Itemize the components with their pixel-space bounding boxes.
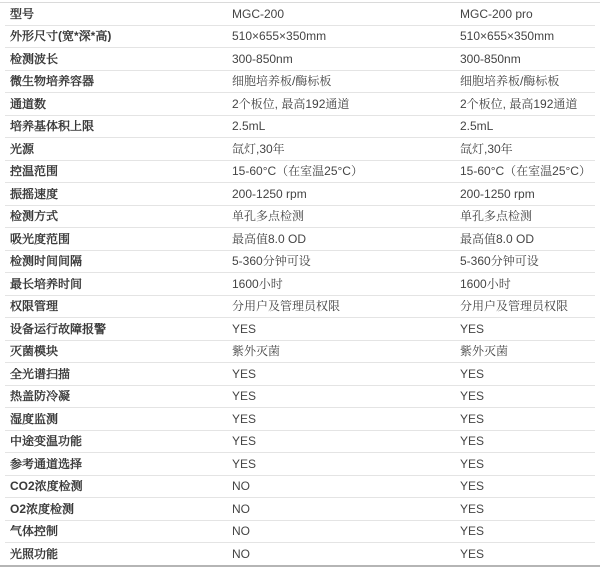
mgc200-value: YES	[232, 390, 257, 403]
spec-label: 设备运行故障报警	[10, 322, 107, 335]
mgc200-value: NO	[232, 547, 250, 560]
mgc200pro-value: 200-1250 rpm	[460, 187, 535, 200]
table-row	[5, 363, 595, 386]
spec-label: 最长培养时间	[10, 277, 83, 290]
spec-label: 全光谱扫描	[10, 367, 71, 380]
mgc200pro-value: YES	[460, 367, 485, 380]
mgc200-value: YES	[232, 367, 257, 380]
mgc200pro-value: 1600小时	[460, 277, 511, 290]
table-row	[5, 296, 595, 319]
table-row	[5, 543, 595, 565]
spec-label: 培养基体积上限	[10, 120, 95, 133]
spec-comparison-table	[0, 2, 600, 567]
mgc200pro-value: 细胞培养板/酶标板	[460, 75, 560, 88]
spec-label: 灭菌模块	[10, 345, 59, 358]
table-row	[5, 476, 595, 499]
mgc200pro-value: 300-850nm	[460, 52, 521, 65]
mgc200pro-value: MGC-200 pro	[460, 7, 533, 20]
spec-label: 振摇速度	[10, 187, 59, 200]
spec-label: 气体控制	[10, 525, 59, 538]
mgc200-value: 分用户及管理员权限	[232, 300, 341, 313]
mgc200-value: 氙灯,30年	[232, 142, 285, 155]
mgc200-value: 细胞培养板/酶标板	[232, 75, 332, 88]
table-row	[5, 93, 595, 116]
table-row	[5, 453, 595, 476]
spec-label: CO2浓度检测	[10, 480, 83, 493]
mgc200-value: NO	[232, 502, 250, 515]
spec-label: 控温范围	[10, 165, 59, 178]
mgc200pro-value: 单孔多点检测	[460, 210, 533, 223]
spec-label: 光源	[10, 142, 35, 155]
mgc200-value: NO	[232, 480, 250, 493]
table-row	[5, 71, 595, 94]
mgc200pro-value: 分用户及管理员权限	[460, 300, 569, 313]
table-row	[5, 431, 595, 454]
mgc200pro-value: 2.5mL	[460, 120, 494, 133]
mgc200-value: 300-850nm	[232, 52, 293, 65]
mgc200pro-value: YES	[460, 525, 485, 538]
table-row	[5, 251, 595, 274]
mgc200-value: 15-60°C（在室温25°C）	[232, 165, 363, 178]
spec-label: 检测波长	[10, 52, 59, 65]
mgc200-value: YES	[232, 322, 257, 335]
mgc200pro-value: 15-60°C（在室温25°C）	[460, 165, 591, 178]
mgc200pro-value: YES	[460, 457, 485, 470]
mgc200pro-value: YES	[460, 435, 485, 448]
spec-label: 外形尺寸(宽*深*高)	[10, 30, 112, 43]
spec-label: 微生物培养容器	[10, 75, 95, 88]
table-row	[5, 183, 595, 206]
mgc200pro-value: 510×655×350mm	[460, 30, 555, 43]
mgc200pro-value: 最高值8.0 OD	[460, 232, 535, 245]
table-row	[5, 228, 595, 251]
mgc200pro-value: 5-360分钟可设	[460, 255, 539, 268]
mgc200-value: MGC-200	[232, 7, 285, 20]
table-row	[5, 521, 595, 544]
spec-label: 检测方式	[10, 210, 59, 223]
mgc200-value: YES	[232, 457, 257, 470]
mgc200pro-value: 紫外灭菌	[460, 345, 509, 358]
mgc200-value: 2个板位, 最高192通道	[232, 97, 350, 110]
spec-label: 权限管理	[10, 300, 59, 313]
mgc200-value: 5-360分钟可设	[232, 255, 311, 268]
mgc200-value: 紫外灭菌	[232, 345, 281, 358]
table-row	[5, 273, 595, 296]
table-row	[5, 386, 595, 409]
table-row	[5, 161, 595, 184]
spec-label: 通道数	[10, 97, 47, 110]
mgc200pro-value: 氙灯,30年	[460, 142, 513, 155]
mgc200-value: YES	[232, 435, 257, 448]
spec-label: 参考通道选择	[10, 457, 83, 470]
spec-label: 光照功能	[10, 547, 59, 560]
mgc200pro-value: YES	[460, 322, 485, 335]
mgc200-value: 1600小时	[232, 277, 283, 290]
table-row	[5, 48, 595, 71]
table-row	[5, 498, 595, 521]
mgc200pro-value: YES	[460, 547, 485, 560]
mgc200pro-value: YES	[460, 480, 485, 493]
table-row	[5, 26, 595, 49]
spec-label: O2浓度检测	[10, 502, 75, 515]
mgc200-value: NO	[232, 525, 250, 538]
mgc200-value: 200-1250 rpm	[232, 187, 307, 200]
spec-label: 吸光度范围	[10, 232, 71, 245]
spec-label: 型号	[10, 7, 35, 20]
spec-label: 中途变温功能	[10, 435, 83, 448]
table-row	[5, 318, 595, 341]
mgc200pro-value: YES	[460, 412, 485, 425]
mgc200pro-value: 2个板位, 最高192通道	[460, 97, 578, 110]
mgc200pro-value: YES	[460, 390, 485, 403]
table-row	[5, 3, 595, 26]
table-row	[5, 408, 595, 431]
mgc200-value: 单孔多点检测	[232, 210, 305, 223]
mgc200-value: 510×655×350mm	[232, 30, 327, 43]
table-row	[5, 116, 595, 139]
spec-label: 热盖防冷凝	[10, 390, 71, 403]
spec-label: 湿度监测	[10, 412, 59, 425]
mgc200-value: 最高值8.0 OD	[232, 232, 307, 245]
table-row	[5, 206, 595, 229]
spec-label: 检测时间间隔	[10, 255, 83, 268]
table-row	[5, 341, 595, 364]
mgc200-value: 2.5mL	[232, 120, 266, 133]
mgc200pro-value: YES	[460, 502, 485, 515]
mgc200-value: YES	[232, 412, 257, 425]
table-row	[5, 138, 595, 161]
